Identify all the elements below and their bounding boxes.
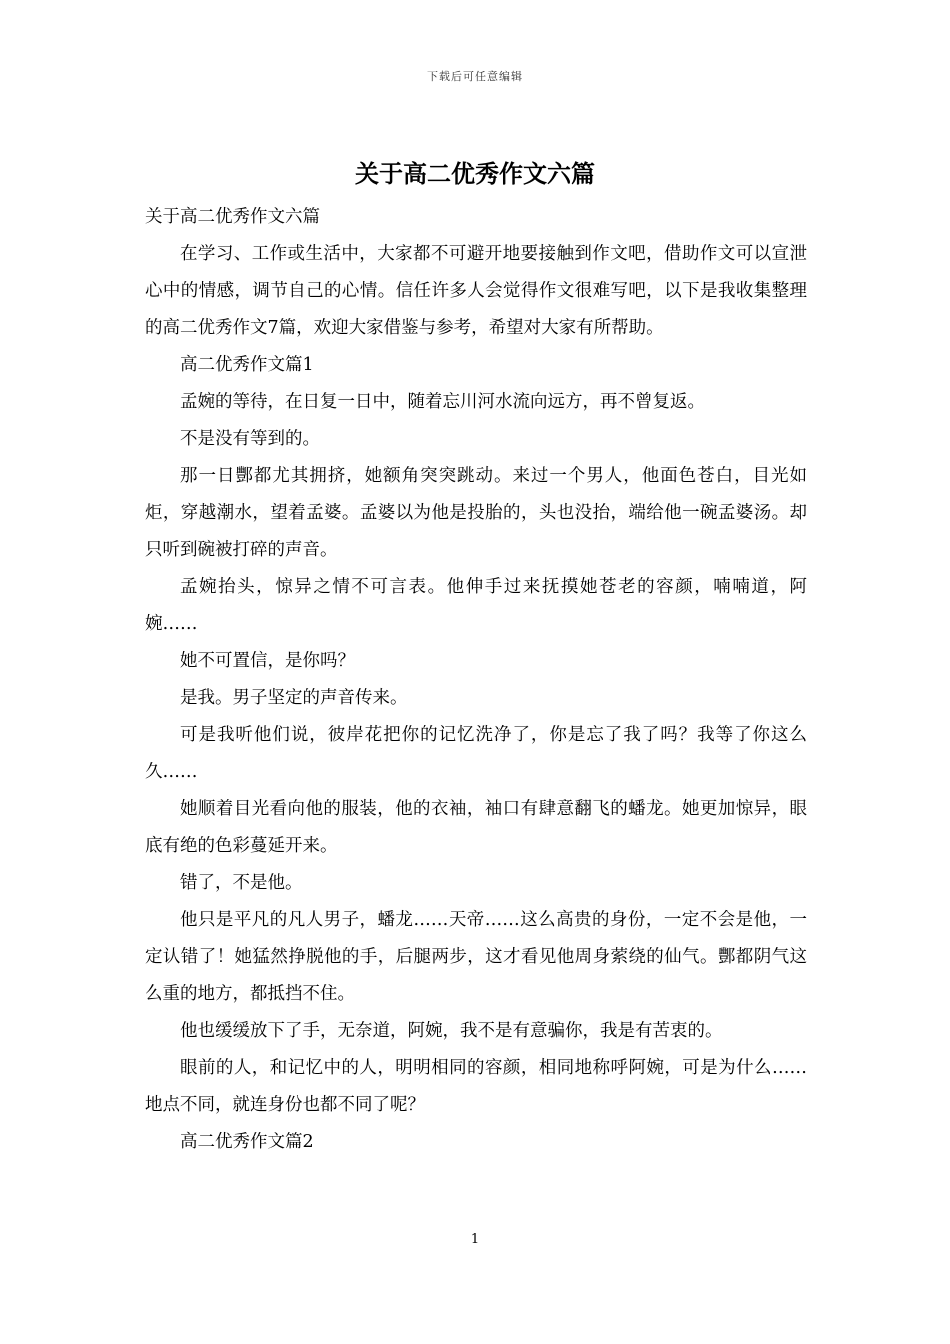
section-heading: 高二优秀作文篇2 bbox=[180, 1132, 314, 1152]
page-number: 1 bbox=[470, 1232, 480, 1247]
document-body bbox=[145, 199, 807, 1161]
paragraph: 可是我听他们说，彼岸花把你的记忆洗净了，你是忘了我了吗？我等了你这么久…… bbox=[145, 725, 807, 782]
paragraph: 那一日酆都尤其拥挤，她额角突突跳动。来过一个男人，他面色苍白，目光如炬，穿越潮水，望着孟婆。孟婆以为他是投胎的，头也没抬，端给他一碗孟婆汤。却只听到碗被打碎的声音。 bbox=[145, 466, 807, 560]
paragraph: 他只是平凡的凡人男子，蟠龙……天帝……这么高贵的身份，一定不会是他，一定认错了！她猛然挣脱他的手，后腿两步，这才看见他周身萦绕的仙气。酆都阴气这么重的地方，都抵挡不住。 bbox=[145, 910, 807, 1004]
paragraph: 是我。男子坚定的声音传来。 bbox=[180, 688, 408, 708]
document-title: 关于高二优秀作文六篇 bbox=[355, 159, 595, 188]
paragraph: 她顺着目光看向他的服装，他的衣袖，袖口有肆意翻飞的蟠龙。她更加惊异，眼底有绝的色彩蔓延开来。 bbox=[145, 799, 807, 856]
header-note: 下载后可任意编辑 bbox=[427, 70, 523, 83]
paragraph: 孟婉抬头，惊异之情不可言表。他伸手过来抚摸她苍老的容颜，喃喃道，阿婉…… bbox=[145, 577, 807, 634]
document-subtitle: 关于高二优秀作文六篇 bbox=[145, 207, 320, 227]
paragraph: 不是没有等到的。 bbox=[180, 429, 320, 449]
paragraph-intro: 在学习、工作或生活中，大家都不可避开地要接触到作文吧，借助作文可以宣泄心中的情感，调节自己的心情。信任许多人会觉得作文很难写吧，以下是我收集整理的高二优秀作文7篇，欢迎大家借鉴与参考，希望对大家有所帮助。 bbox=[145, 244, 807, 338]
paragraph: 眼前的人，和记忆中的人，明明相同的容颜，相同地称呼阿婉，可是为什么……地点不同，就连身份也都不同了呢？ bbox=[145, 1058, 807, 1115]
section-heading: 高二优秀作文篇1 bbox=[180, 355, 314, 375]
paragraph: 他也缓缓放下了手，无奈道，阿婉，我不是有意骗你，我是有苦衷的。 bbox=[180, 1021, 723, 1041]
paragraph: 她不可置信，是你吗？ bbox=[180, 651, 355, 671]
paragraph: 错了，不是他。 bbox=[180, 873, 303, 893]
paragraph: 孟婉的等待，在日复一日中，随着忘川河水流向远方，再不曾复返。 bbox=[180, 392, 705, 412]
